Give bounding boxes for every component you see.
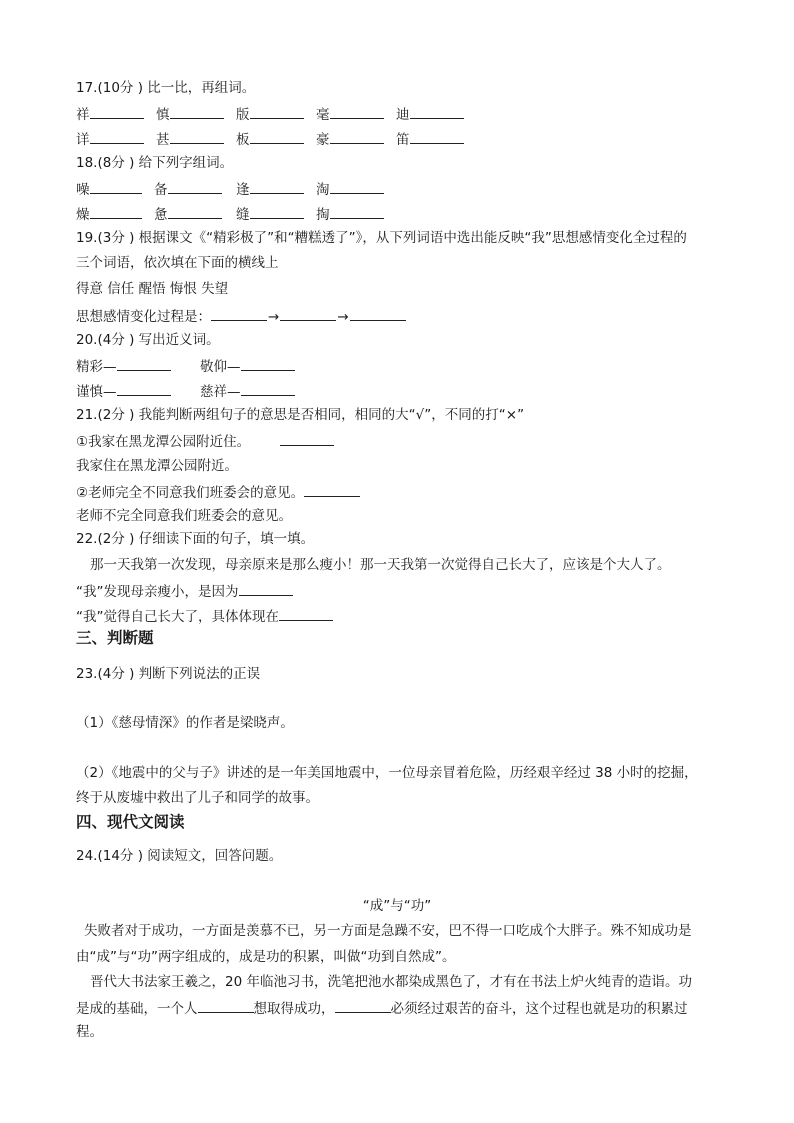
answer-blank[interactable] bbox=[241, 356, 295, 371]
char: 笛 bbox=[396, 132, 410, 148]
answer-prompt: “我”发现母亲瘦小，是因为 bbox=[76, 584, 239, 600]
char: 迪 bbox=[396, 107, 410, 123]
q24-title: 24.(14分 ) 阅读短文，回答问题。 bbox=[76, 848, 283, 864]
synonym-prompt: 谨慎— bbox=[76, 384, 117, 400]
q22-title: 22.(2分 ) 仔细读下面的句子，填一填。 bbox=[76, 531, 315, 547]
answer-blank[interactable] bbox=[90, 179, 142, 194]
q19-process bbox=[76, 306, 406, 326]
answer-blank[interactable] bbox=[211, 306, 267, 321]
right-arrow-icon: → bbox=[337, 309, 349, 325]
sentence-text: ②老师完全不同意我们班委会的意见。 bbox=[76, 485, 305, 501]
char: 备 bbox=[154, 182, 168, 198]
paragraph-text: 想取得成功， bbox=[253, 1001, 335, 1017]
q19-word-options: 得意 信任 醒悟 悔恨 失望 bbox=[76, 281, 229, 297]
answer-blank[interactable] bbox=[410, 104, 464, 119]
q23-statement-1: （1）《慈母情深》的作者是梁晓声。 bbox=[76, 715, 294, 731]
q18-row1 bbox=[76, 179, 384, 199]
char: 豪 bbox=[316, 132, 330, 148]
answer-blank[interactable] bbox=[410, 129, 464, 144]
q19-title-cont: 三个词语，依次填在下面的横线上 bbox=[76, 255, 279, 271]
q21-sentence-2: 我家住在黑龙潭公园附近。 bbox=[76, 458, 238, 474]
q22-passage: 那一天我第一次发现，母亲原来是那么瘦小！那一天我第一次觉得自己长大了，应该是个大人了。 bbox=[90, 557, 671, 573]
q17-title: 17.(10分 ) 比一比，再组词。 bbox=[76, 80, 256, 96]
article-paragraph-1: 失败者对于成功，一方面是羡慕不已，另一方面是急躁不安，巴不得一口吃成个大胖子。殊不知成功是 bbox=[84, 923, 692, 939]
answer-blank[interactable] bbox=[170, 129, 224, 144]
q20-row1 bbox=[76, 356, 295, 376]
q17-row2 bbox=[76, 129, 464, 149]
answer-blank[interactable] bbox=[330, 204, 384, 219]
answer-blank[interactable] bbox=[90, 204, 142, 219]
q22-answer-2 bbox=[76, 606, 333, 626]
answer-blank[interactable] bbox=[335, 998, 391, 1013]
answer-blank[interactable] bbox=[170, 104, 224, 119]
answer-blank[interactable] bbox=[330, 104, 384, 119]
answer-blank[interactable] bbox=[350, 306, 406, 321]
answer-blank[interactable] bbox=[279, 606, 333, 621]
q22-answer-1 bbox=[76, 581, 293, 601]
char: 版 bbox=[236, 107, 250, 123]
q21-sentence-1 bbox=[76, 431, 334, 451]
answer-blank[interactable] bbox=[198, 998, 254, 1013]
q23-statement-2-cont: 终于从废墟中救出了儿子和同学的故事。 bbox=[76, 790, 319, 806]
q19-title: 19.(3分 ) 根据课文《“精彩极了”和“糟糕透了”》，从下列词语中选出能反映“我”思想感情变化全过程的 bbox=[76, 230, 687, 246]
article-title: “成”与“功” bbox=[362, 898, 432, 914]
answer-blank[interactable] bbox=[330, 129, 384, 144]
synonym-prompt: 精彩— bbox=[76, 359, 117, 375]
right-arrow-icon: → bbox=[268, 309, 280, 325]
answer-blank[interactable] bbox=[250, 104, 304, 119]
char: 掏 bbox=[316, 207, 330, 223]
answer-blank[interactable] bbox=[90, 129, 144, 144]
char: 祥 bbox=[76, 107, 90, 123]
char: 慎 bbox=[156, 107, 170, 123]
article-paragraph-1-cont: 由“成”与“功”两字组成的，成是功的积累，叫做“功到自然成”。 bbox=[76, 949, 456, 965]
article-paragraph-2: 晋代大书法家王羲之，20 年临池习书，洗笔把池水都染成黑色了，才有在书法上炉火纯青的造诣。功 bbox=[90, 974, 692, 990]
answer-blank[interactable] bbox=[280, 306, 336, 321]
sentence-text: ①我家在黑龙潭公园附近住。 bbox=[76, 434, 251, 450]
answer-blank[interactable] bbox=[117, 356, 171, 371]
synonym-prompt: 敬仰— bbox=[200, 359, 241, 375]
answer-blank[interactable] bbox=[168, 204, 222, 219]
synonym-prompt: 慈祥— bbox=[200, 384, 241, 400]
char: 缝 bbox=[236, 207, 250, 223]
section-heading-reading: 四、现代文阅读 bbox=[76, 813, 185, 831]
answer-blank[interactable] bbox=[250, 179, 304, 194]
answer-blank[interactable] bbox=[250, 129, 304, 144]
q18-row2 bbox=[76, 204, 384, 224]
char: 详 bbox=[76, 132, 90, 148]
section-heading-judgment: 三、判断题 bbox=[76, 629, 154, 647]
article-paragraph-2-cont bbox=[76, 998, 688, 1018]
q21-title: 21.(2分 ) 我能判断两组句子的意思是否相同，相同的大“√”，不同的打“×” bbox=[76, 407, 525, 423]
paragraph-text: 必须经过艰苦的奋斗，这个过程也就是功的积累过 bbox=[390, 1001, 688, 1017]
char: 板 bbox=[236, 132, 250, 148]
paragraph-text: 是成的基础，一个人 bbox=[76, 1001, 198, 1017]
answer-blank[interactable] bbox=[168, 179, 222, 194]
char: 噪 bbox=[76, 182, 90, 198]
answer-blank[interactable] bbox=[330, 179, 384, 194]
answer-blank[interactable] bbox=[304, 482, 360, 497]
char: 毫 bbox=[316, 107, 330, 123]
article-paragraph-2-end: 程。 bbox=[76, 1024, 103, 1040]
answer-blank[interactable] bbox=[117, 381, 171, 396]
q19-process-label: 思想感情变化过程是： bbox=[76, 309, 211, 325]
q21-sentence-4: 老师不完全同意我们班委会的意见。 bbox=[76, 508, 292, 524]
answer-blank[interactable] bbox=[280, 431, 334, 446]
char: 惫 bbox=[154, 207, 168, 223]
answer-blank[interactable] bbox=[90, 104, 144, 119]
q18-title: 18.(8分 ) 给下列字组词。 bbox=[76, 155, 234, 171]
answer-blank[interactable] bbox=[239, 581, 293, 596]
q20-title: 20.(4分 ) 写出近义词。 bbox=[76, 332, 220, 348]
answer-prompt: “我”觉得自己长大了，具体体现在 bbox=[76, 609, 279, 625]
q17-row1 bbox=[76, 104, 464, 124]
char: 甚 bbox=[156, 132, 170, 148]
q23-statement-2: （2）《地震中的父与子》讲述的是一年美国地震中，一位母亲冒着危险，历经艰辛经过 38 小时的挖掘， bbox=[76, 765, 698, 781]
char: 逢 bbox=[236, 182, 250, 198]
q23-title: 23.(4分 ) 判断下列说法的正误 bbox=[76, 666, 261, 682]
q20-row2 bbox=[76, 381, 295, 401]
answer-blank[interactable] bbox=[241, 381, 295, 396]
char: 燥 bbox=[76, 207, 90, 223]
char: 淘 bbox=[316, 182, 330, 198]
answer-blank[interactable] bbox=[250, 204, 304, 219]
q21-sentence-3 bbox=[76, 482, 360, 502]
